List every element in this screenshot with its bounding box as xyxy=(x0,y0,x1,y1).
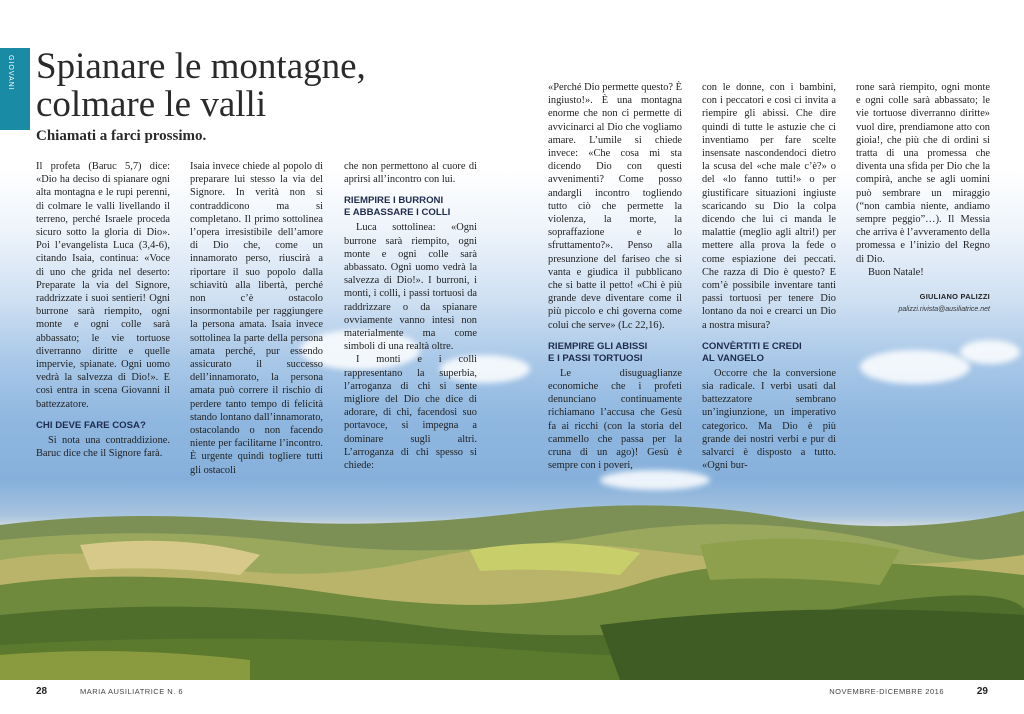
paragraph: «Perché Dio permette questo? È ingiusto!». È una montagna enorme che non ci permette di avvicinarci al Dio che vogliamo amare. L’umile si chiede invece: «Che cosa mi sta dicendo Dio con questi avvenimenti? Come posso andargli incontro togliendo tutto ciò che permette la violenza, la morte, la sopraffazione e lo sfruttamento?». Penso alla presunzione del fariseo che si vanta e giudica il pubblicano che si batte il petto! «Chi è più grande deve diventare come il più piccolo e chi governa come colui che serve» (Lc 22,16). xyxy=(548,82,682,331)
section-tab xyxy=(0,48,30,130)
issue-date-label: NOVEMBRE-DICEMBRE 2016 xyxy=(829,687,944,696)
paragraph: Le disuguaglianze economiche che i profeti denunciano continuamente richiamano l’accusa che Gesù fa ai ricchi (con la storia del cammello che passa per la cruna di un ago)! Gesù è sempre con i poveri, xyxy=(548,367,682,472)
section-heading: CHI DEVE FARE COSA? xyxy=(36,419,146,431)
heading-line: AL VANGELO xyxy=(702,352,765,364)
cloud xyxy=(960,340,1020,364)
heading-line: E I PASSI TORTUOSI xyxy=(548,352,643,364)
cloud xyxy=(600,470,710,490)
heading-line: RIEMPIRE GLI ABISSI xyxy=(548,340,648,352)
paragraph: Buon Natale! xyxy=(868,266,924,278)
magazine-issue-label: MARIA AUSILIATRICE N. 6 xyxy=(80,687,184,696)
paragraph: Luca sottolinea: «Ogni burrone sarà riempito, ogni monte e ogni colle sarà abbassato. Ogni uomo vedrà la salvezza di Dio!». I burroni, i monti, i colli, i passi tortuosi da raddrizzare o da spianare ovviamente vanno intesi non materialmente ma come simboli di una realtà oltre. xyxy=(344,222,477,353)
page-number-left: 28 xyxy=(36,686,48,697)
title-line-2: colmare le valli xyxy=(36,84,267,125)
paragraph: con le donne, con i bambini, con i peccatori e così ci invita a riempire gli abissi. Che dire quindi di tutte le astuzie che ci inventiamo per fare scelte insensate nascondendoci dietro la scusa del «che male c’è?» o del «lo fanno tutti!» o per giustificare situazioni ingiuste scaricando su Dio la colpa dicendo che lui ci manda le malattie (meglio agli altri!) per mettere alla prova la fede o come espiazione dei peccati. Che razza di Dio è questo? E com’è possibile inventare tanti passi tortuosi per tenere Dio lontano da noi e crearci un Dio a nostra misura? xyxy=(702,82,836,331)
section-heading xyxy=(702,341,836,365)
text-column-2 xyxy=(190,160,323,477)
section-tab-label: GIOVANI xyxy=(7,55,14,91)
cloud xyxy=(860,350,970,384)
heading-line: E ABBASSARE I COLLI xyxy=(344,207,451,219)
article-subtitle: Chiamati a farci prossimo. xyxy=(36,128,207,144)
author-name: GIULIANO PALIZZI xyxy=(919,292,990,302)
paragraph: Il profeta (Baruc 5,7) dice: «Dio ha deciso di spianare ogni alta montagna e le rupi perenni, di colmare le valli livellando il terreno, perché Israele proceda sicuro sotto la gloria di Dio». Poi l’evangelista Luca (3,4-6), citando Isaia, continua: «Voce di uno che grida nel deserto: Preparate la via del Signore, raddrizzate i suoi sentieri! Ogni burrone sarà riempito, ogni monte e ogni colle sarà abbassato; le vie tortuose diverranno diritte e quelle impervie, spianate. Ogni uomo vedrà la salvezza di Dio!». E così entra in scena Giovanni il battezzatore. xyxy=(36,161,170,410)
hills-landscape-photo xyxy=(0,505,1024,680)
section-heading xyxy=(344,195,477,219)
text-column-1 xyxy=(36,160,170,460)
paragraph: che non permettono al cuore di aprirsi all’incontro con lui. xyxy=(344,161,477,186)
text-column-5 xyxy=(702,81,836,472)
author-signature xyxy=(856,290,990,316)
paragraph: I monti e i colli rappresentano la superbia, l’arroganza di chi si sente migliore del Dio che dice di adorare, di chi, facendosi suo portavoce, si impegna a dominare sugli altri. L’arroganza di chi spesso si chiede: xyxy=(344,354,477,472)
heading-line: RIEMPIRE I BURRONI xyxy=(344,195,444,207)
paragraph: Occorre che la conversione sia radicale. I verbi usati dal battezzatore sembrano un’ingiunzione, un imperativo categorico. Ma Dio è più grande dei nostri verbi e pur di salvarci è disposto a tutto. «Ogni bur- xyxy=(702,367,836,472)
text-column-4 xyxy=(548,81,682,472)
author-email-link[interactable]: palizzi.rivista@ausiliatrice.net xyxy=(898,306,990,314)
text-column-6 xyxy=(856,81,990,316)
heading-line: CONVÈRTITI E CREDI xyxy=(702,340,802,352)
paragraph: Si nota una contraddizione. Baruc dice che il Signore farà. xyxy=(36,434,170,460)
paragraph: Isaia invece chiede al popolo di preparare lui stesso la via del Signore. In verità non si contraddicono ma si completano. Il primo sottolinea l’opera irresistibile dell’amore di Dio che, come un innamorato perso, riuscirà a riportare il suo popolo dalla schiavitù alla libertà, perché non c’è ostacolo insormontabile per raggiungere la persona amata. Isaia invece sottolinea la parte della persona amata perché, pur essendo assicurato il successo dell’innamorato, la persona amata può correre il rischio di perdere tanto tempo di felicità stando lontano dall’innamorato, ostacolando o non facendo niente per facilitarne l’incontro. È urgente quindi togliere tutti gli ostacoli xyxy=(190,161,323,476)
paragraph: rone sarà riempito, ogni monte e ogni colle sarà abbassato; le vie tortuose diverranno diritte» vuol dire, prendiamone atto con gioia!, che più che di ordini si tratta di una promessa che diventa una sfida per Dio che la compirà, anche se agli uomini può sembrare un miraggio (“non cambia niente, andiamo sempre peggio”…). Il Messia che arriva è l’avveramento della promessa e l’inizio del Regno di Dio. xyxy=(856,82,990,265)
text-column-3 xyxy=(344,160,477,472)
page-footer xyxy=(0,680,1024,714)
section-heading xyxy=(548,341,682,365)
article-title xyxy=(36,48,366,124)
page-number-right: 29 xyxy=(976,686,988,697)
title-line-1: Spianare le montagne, xyxy=(36,46,366,87)
